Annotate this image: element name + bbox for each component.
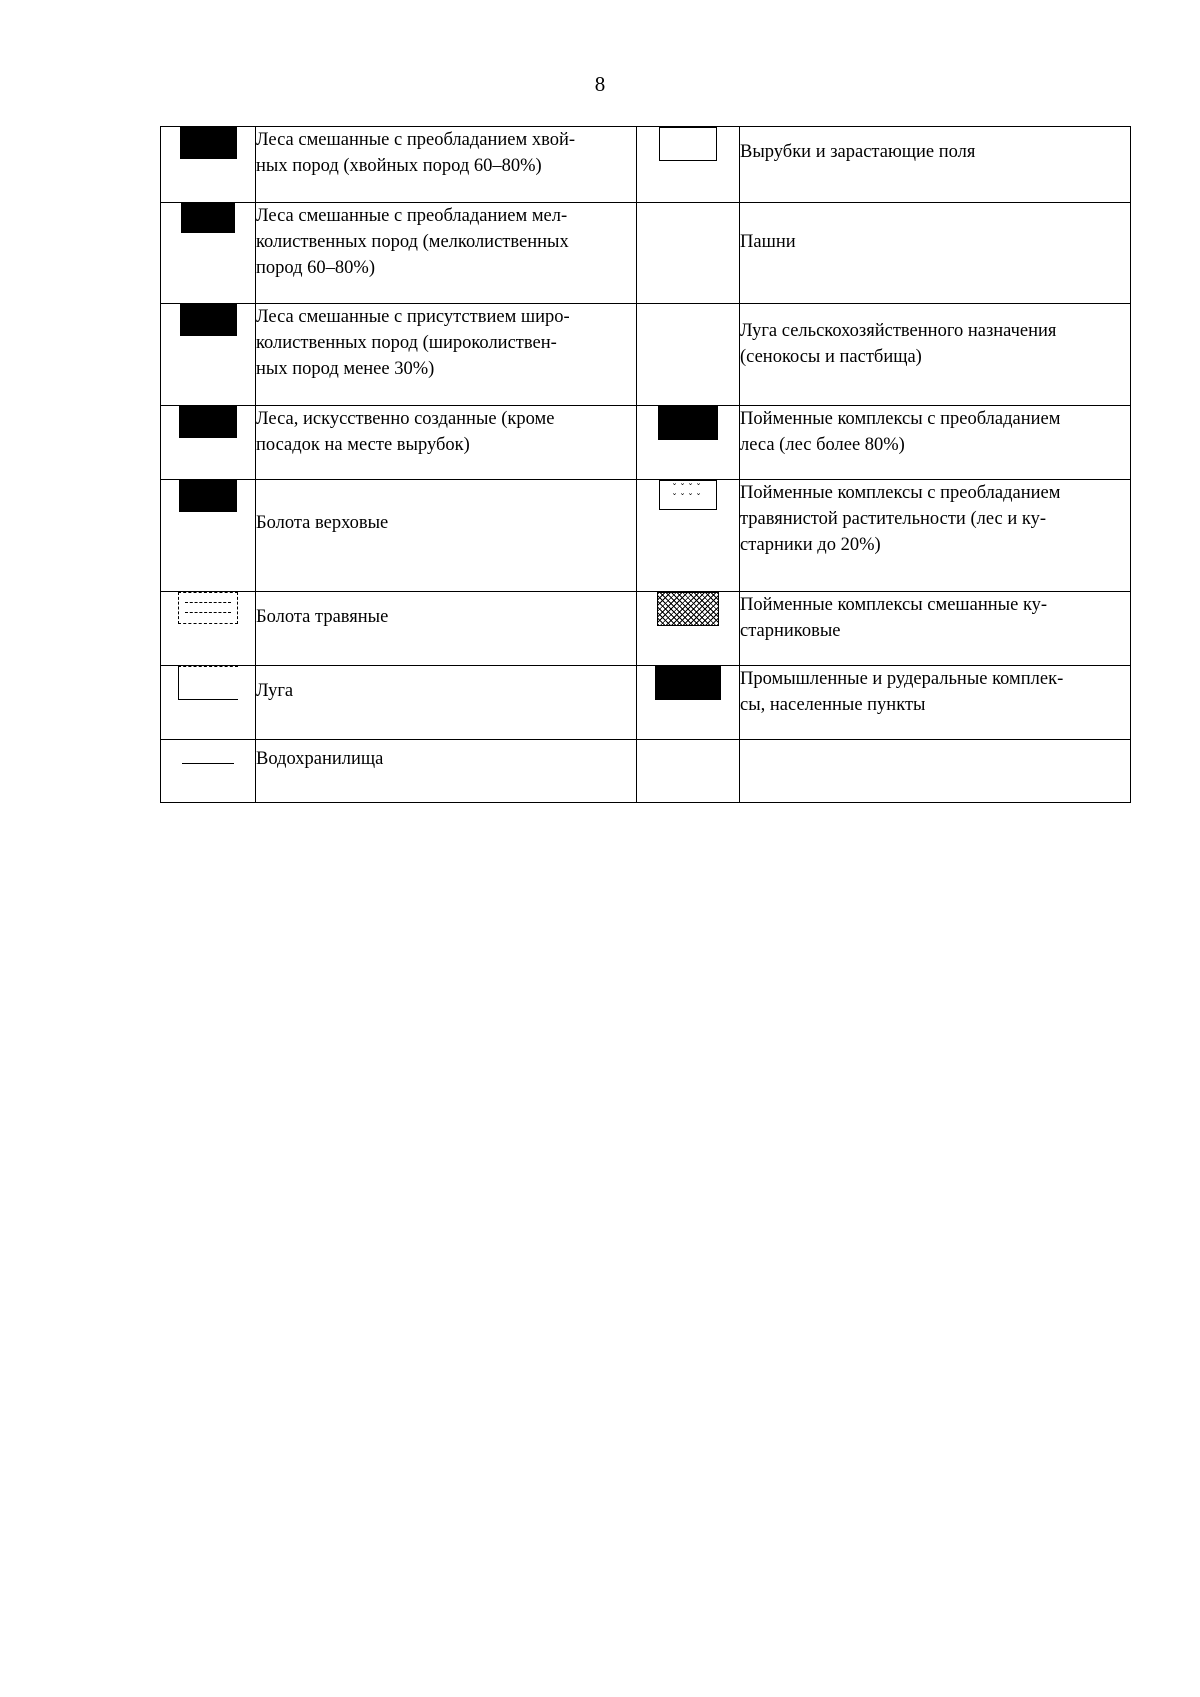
- legend-symbol-cell: [637, 127, 740, 203]
- legend-label: Леса смешанные с присутствием широ- колиственных пород (широколиствен- ных пород менее 30%): [256, 304, 637, 406]
- outline-swatch-icon: [659, 127, 717, 161]
- solid-black-swatch-icon: [179, 480, 237, 512]
- legend-label: Пойменные комплексы с преобладанием леса (лес более 80%): [740, 406, 1131, 480]
- meadow-lines-swatch-icon: [178, 666, 238, 700]
- legend-label: Луга: [256, 666, 637, 740]
- legend-symbol-cell: [637, 592, 740, 666]
- legend-row: [161, 127, 1131, 203]
- legend-label: Леса, искусственно созданные (кроме посадок на месте вырубок): [256, 406, 637, 480]
- legend-symbol-cell: [161, 592, 256, 666]
- legend-symbol-cell: [637, 480, 740, 592]
- legend-symbol-cell: [161, 480, 256, 592]
- legend-label: Пашни: [740, 203, 1131, 304]
- solid-black-ragged-swatch-icon: [180, 304, 237, 336]
- legend-label: Болота верховые: [256, 480, 637, 592]
- solid-black-swatch-icon: [655, 666, 721, 700]
- legend-label: Вырубки и зарастающие поля: [740, 127, 1131, 203]
- legend-symbol-cell: [161, 666, 256, 740]
- legend-label-empty: [740, 740, 1131, 803]
- legend-label: Леса смешанные с преобладанием мел- колиственных пород (мелколиственных пород 60–80%): [256, 203, 637, 304]
- legend-row: [161, 666, 1131, 740]
- legend-label: Водохранилища: [256, 740, 637, 803]
- solid-black-swatch-icon: [181, 203, 235, 233]
- solid-black-swatch-icon: [180, 127, 237, 159]
- legend-label: Болота травяные: [256, 592, 637, 666]
- solid-black-ragged-swatch-icon: [658, 406, 718, 440]
- legend-symbol-cell: [161, 406, 256, 480]
- legend-table: [160, 126, 1131, 803]
- legend-row: [161, 203, 1131, 304]
- dashed-pattern-swatch-icon: [178, 592, 238, 624]
- v-pattern-swatch-icon: ˇˇˇˇ ˇˇˇˇ: [659, 480, 717, 510]
- legend-row: [161, 740, 1131, 803]
- legend-label: Промышленные и рудеральные комплек- сы, населенные пункты: [740, 666, 1131, 740]
- legend-row: [161, 592, 1131, 666]
- legend-symbol-cell-empty: [637, 304, 740, 406]
- legend-row: [161, 406, 1131, 480]
- legend-label: Луга сельскохозяйственного назначения (сенокосы и пастбища): [740, 304, 1131, 406]
- legend-symbol-cell: [161, 304, 256, 406]
- single-line-swatch-icon: [182, 763, 234, 765]
- legend-symbol-cell-empty: [637, 740, 740, 803]
- legend-label: Леса смешанные с преобладанием хвой- ных пород (хвойных пород 60–80%): [256, 127, 637, 203]
- legend-symbol-cell: [637, 666, 740, 740]
- legend-row: [161, 480, 1131, 592]
- crosshatch-pattern-swatch-icon: [657, 592, 719, 626]
- solid-black-swatch-icon: [179, 406, 237, 438]
- page-number: 8: [594, 72, 606, 96]
- legend-symbol-cell: [637, 406, 740, 480]
- legend-label: Пойменные комплексы смешанные ку- старниковые: [740, 592, 1131, 666]
- legend-label: Пойменные комплексы с преобладанием травянистой растительности (лес и ку- старники до 20%): [740, 480, 1131, 592]
- legend-row: [161, 304, 1131, 406]
- legend-symbol-cell: [161, 127, 256, 203]
- legend-symbol-cell: [161, 203, 256, 304]
- legend-symbol-cell: [161, 740, 256, 803]
- legend-symbol-cell-empty: [637, 203, 740, 304]
